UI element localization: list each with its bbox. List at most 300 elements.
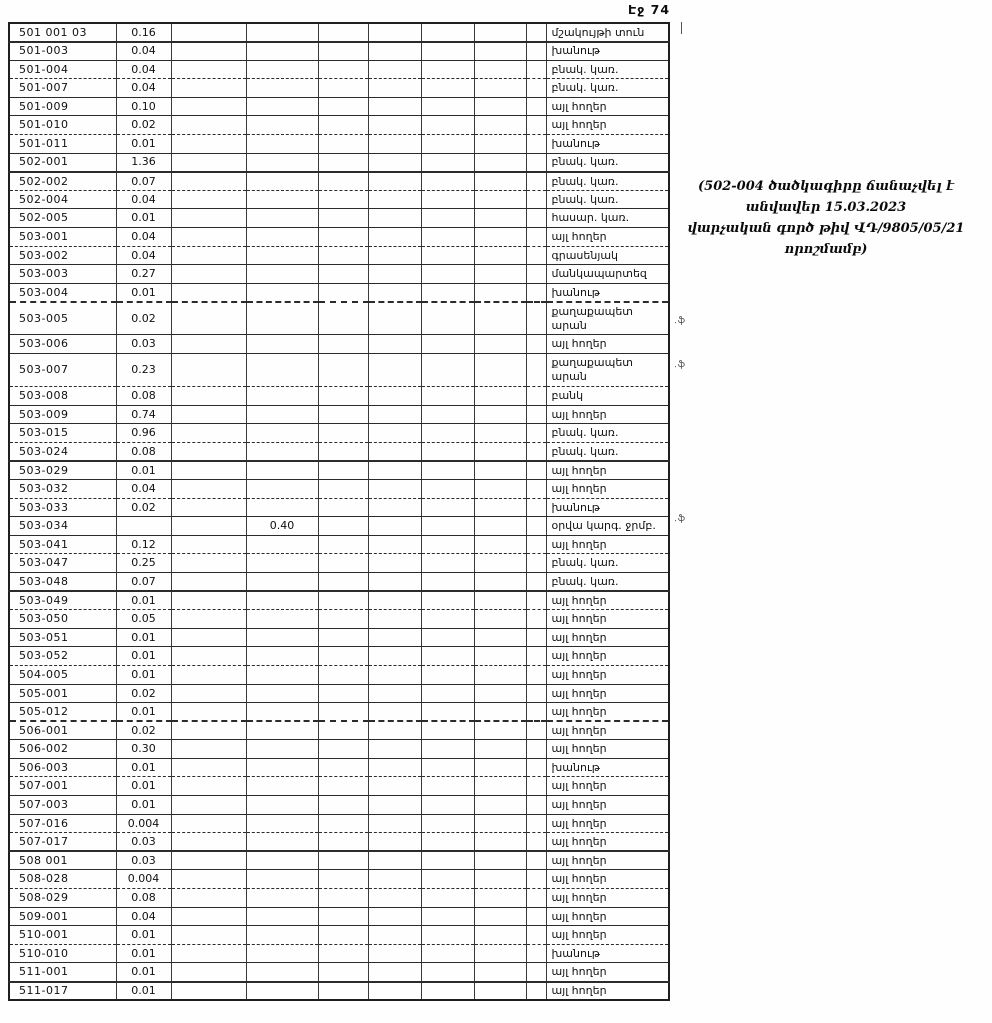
empty-cell	[318, 796, 368, 815]
land-use-cell	[546, 302, 669, 335]
code-cell: 501-004	[9, 60, 116, 79]
empty-cell	[526, 591, 546, 610]
land-use-cell: այլ հողեր	[546, 665, 669, 684]
empty-cell	[526, 907, 546, 926]
land-use-cell: բնակ. կառ.	[546, 172, 669, 191]
empty-cell	[474, 153, 526, 172]
empty-cell	[474, 944, 526, 963]
empty-cell	[474, 387, 526, 406]
empty-cell	[368, 442, 421, 461]
area-cell: 0.07	[116, 572, 171, 591]
secondary-area-cell	[246, 209, 318, 228]
empty-cell	[318, 209, 368, 228]
empty-cell	[368, 535, 421, 554]
empty-cell	[171, 963, 246, 982]
empty-cell	[421, 572, 474, 591]
empty-cell	[171, 228, 246, 247]
empty-cell	[171, 424, 246, 443]
empty-cell	[526, 684, 546, 703]
area-cell: 0.01	[116, 461, 171, 480]
empty-cell	[421, 647, 474, 666]
land-use-cell: այլ հողեր	[546, 479, 669, 498]
land-use-cell: այլ հողեր	[546, 963, 669, 982]
empty-cell	[526, 42, 546, 61]
empty-cell	[318, 944, 368, 963]
area-cell: 0.01	[116, 591, 171, 610]
table-row	[9, 190, 669, 209]
empty-cell	[526, 265, 546, 284]
empty-cell	[421, 963, 474, 982]
empty-cell	[526, 721, 546, 740]
area-cell: 0.96	[116, 424, 171, 443]
empty-cell	[526, 190, 546, 209]
secondary-area-cell	[246, 833, 318, 852]
empty-cell	[368, 23, 421, 42]
empty-cell	[318, 982, 368, 1001]
empty-cell	[421, 535, 474, 554]
empty-cell	[368, 982, 421, 1001]
empty-cell	[474, 479, 526, 498]
empty-cell	[474, 554, 526, 573]
empty-cell	[171, 60, 246, 79]
code-cell: 503-034	[9, 517, 116, 536]
secondary-area-cell	[246, 572, 318, 591]
secondary-area-cell	[246, 647, 318, 666]
empty-cell	[421, 889, 474, 908]
empty-cell	[171, 926, 246, 945]
empty-cell	[421, 424, 474, 443]
area-cell: 0.02	[116, 302, 171, 335]
empty-cell	[526, 796, 546, 815]
empty-cell	[526, 572, 546, 591]
table-row	[9, 684, 669, 703]
table-row	[9, 405, 669, 424]
table-row	[9, 610, 669, 629]
empty-cell	[421, 265, 474, 284]
empty-cell	[421, 851, 474, 870]
empty-cell	[171, 283, 246, 302]
table-row	[9, 461, 669, 480]
empty-cell	[474, 498, 526, 517]
secondary-area-cell	[246, 302, 318, 335]
empty-cell	[368, 665, 421, 684]
empty-cell	[474, 814, 526, 833]
empty-cell	[318, 684, 368, 703]
land-use-cell: այլ հողեր	[546, 97, 669, 116]
empty-cell	[318, 79, 368, 98]
empty-cell	[318, 354, 368, 387]
empty-cell	[368, 387, 421, 406]
margin-mark: .ֆ	[673, 359, 687, 371]
empty-cell	[318, 777, 368, 796]
secondary-area-cell	[246, 851, 318, 870]
table-row	[9, 833, 669, 852]
empty-cell	[318, 703, 368, 722]
empty-cell	[474, 777, 526, 796]
land-use-cell	[546, 354, 669, 387]
empty-cell	[474, 461, 526, 480]
empty-cell	[526, 665, 546, 684]
area-cell: 0.01	[116, 283, 171, 302]
secondary-area-cell	[246, 79, 318, 98]
table-row	[9, 172, 669, 191]
empty-cell	[474, 647, 526, 666]
empty-cell	[171, 721, 246, 740]
empty-cell	[474, 517, 526, 536]
empty-cell	[526, 963, 546, 982]
empty-cell	[318, 246, 368, 265]
empty-cell	[368, 302, 421, 335]
empty-cell	[474, 246, 526, 265]
land-use-cell: օրվա կարգ. ջրմբ.	[546, 517, 669, 536]
empty-cell	[368, 116, 421, 135]
table-row	[9, 572, 669, 591]
code-cell: 503-015	[9, 424, 116, 443]
code-cell: 503-047	[9, 554, 116, 573]
table-row	[9, 335, 669, 354]
empty-cell	[318, 907, 368, 926]
land-use-cell: բնակ. կառ.	[546, 153, 669, 172]
empty-cell	[318, 190, 368, 209]
empty-cell	[318, 135, 368, 154]
area-cell: 1.36	[116, 153, 171, 172]
empty-cell	[421, 870, 474, 889]
empty-cell	[421, 23, 474, 42]
table-row	[9, 926, 669, 945]
empty-cell	[368, 60, 421, 79]
table-row	[9, 442, 669, 461]
area-cell: 0.16	[116, 23, 171, 42]
code-cell: 505-001	[9, 684, 116, 703]
code-cell: 502-004	[9, 190, 116, 209]
empty-cell	[318, 851, 368, 870]
empty-cell	[474, 870, 526, 889]
empty-cell	[474, 610, 526, 629]
empty-cell	[171, 572, 246, 591]
empty-cell	[171, 498, 246, 517]
code-cell: 502-002	[9, 172, 116, 191]
table-row	[9, 889, 669, 908]
area-cell: 0.27	[116, 265, 171, 284]
empty-cell	[171, 265, 246, 284]
empty-cell	[171, 851, 246, 870]
empty-cell	[318, 554, 368, 573]
secondary-area-cell	[246, 190, 318, 209]
empty-cell	[421, 944, 474, 963]
secondary-area-cell	[246, 703, 318, 722]
empty-cell	[368, 703, 421, 722]
empty-cell	[171, 405, 246, 424]
empty-cell	[368, 889, 421, 908]
area-cell: 0.01	[116, 982, 171, 1001]
empty-cell	[421, 302, 474, 335]
empty-cell	[421, 777, 474, 796]
table-row	[9, 554, 669, 573]
land-use-text: քաղաքապետարան	[551, 304, 634, 332]
area-cell: 0.02	[116, 684, 171, 703]
empty-cell	[171, 97, 246, 116]
empty-cell	[368, 153, 421, 172]
empty-cell	[368, 461, 421, 480]
empty-cell	[526, 228, 546, 247]
table-row	[9, 116, 669, 135]
secondary-area-cell: 0.40	[246, 517, 318, 536]
area-cell: 0.004	[116, 814, 171, 833]
secondary-area-cell	[246, 479, 318, 498]
land-use-cell: այլ հողեր	[546, 116, 669, 135]
table-row	[9, 153, 669, 172]
land-use-cell: խանութ	[546, 758, 669, 777]
empty-cell	[474, 283, 526, 302]
land-use-cell: բնակ. կառ.	[546, 572, 669, 591]
table-row	[9, 517, 669, 536]
area-cell: 0.01	[116, 926, 171, 945]
empty-cell	[368, 246, 421, 265]
code-cell: 501-009	[9, 97, 116, 116]
land-use-cell: այլ հողեր	[546, 721, 669, 740]
land-use-cell: այլ հողեր	[546, 461, 669, 480]
area-cell: 0.004	[116, 870, 171, 889]
empty-cell	[421, 42, 474, 61]
empty-cell	[171, 870, 246, 889]
empty-cell	[421, 387, 474, 406]
land-use-cell: բանկ	[546, 387, 669, 406]
table-row	[9, 814, 669, 833]
area-cell: 0.04	[116, 246, 171, 265]
table-row	[9, 79, 669, 98]
empty-cell	[474, 963, 526, 982]
secondary-area-cell	[246, 926, 318, 945]
empty-cell	[526, 740, 546, 759]
empty-cell	[368, 777, 421, 796]
code-cell: 503-029	[9, 461, 116, 480]
secondary-area-cell	[246, 684, 318, 703]
land-use-cell: խանութ	[546, 944, 669, 963]
land-use-cell: այլ հողեր	[546, 405, 669, 424]
empty-cell	[474, 135, 526, 154]
empty-cell	[474, 851, 526, 870]
empty-cell	[318, 387, 368, 406]
code-cell: 503-002	[9, 246, 116, 265]
table-row	[9, 796, 669, 815]
empty-cell	[526, 116, 546, 135]
empty-cell	[526, 498, 546, 517]
empty-cell	[368, 628, 421, 647]
empty-cell	[171, 479, 246, 498]
empty-cell	[318, 42, 368, 61]
secondary-area-cell	[246, 283, 318, 302]
area-cell: 0.74	[116, 405, 171, 424]
empty-cell	[526, 554, 546, 573]
empty-cell	[421, 703, 474, 722]
table-row	[9, 777, 669, 796]
code-cell: 503-004	[9, 283, 116, 302]
empty-cell	[171, 79, 246, 98]
area-cell: 0.08	[116, 889, 171, 908]
table-row	[9, 424, 669, 443]
empty-cell	[421, 79, 474, 98]
secondary-area-cell	[246, 442, 318, 461]
area-cell: 0.01	[116, 944, 171, 963]
table-row	[9, 387, 669, 406]
empty-cell	[421, 982, 474, 1001]
empty-cell	[318, 740, 368, 759]
area-cell: 0.01	[116, 758, 171, 777]
empty-cell	[318, 116, 368, 135]
area-cell: 0.12	[116, 535, 171, 554]
area-cell: 0.04	[116, 907, 171, 926]
secondary-area-cell	[246, 982, 318, 1001]
empty-cell	[171, 684, 246, 703]
secondary-area-cell	[246, 721, 318, 740]
empty-cell	[421, 610, 474, 629]
empty-cell	[368, 335, 421, 354]
empty-cell	[474, 833, 526, 852]
empty-cell	[421, 479, 474, 498]
empty-cell	[526, 153, 546, 172]
area-cell: 0.04	[116, 60, 171, 79]
empty-cell	[171, 758, 246, 777]
area-cell: 0.30	[116, 740, 171, 759]
empty-cell	[368, 135, 421, 154]
invalidation-note-line-2: վարչական գործ թիվ ՎԴ/9805/05/21 որոշմամբ)	[687, 221, 965, 257]
secondary-area-cell	[246, 265, 318, 284]
table-row	[9, 209, 669, 228]
empty-cell	[368, 479, 421, 498]
secondary-area-cell	[246, 354, 318, 387]
empty-cell	[474, 740, 526, 759]
empty-cell	[171, 982, 246, 1001]
empty-cell	[318, 889, 368, 908]
empty-cell	[318, 665, 368, 684]
empty-cell	[526, 814, 546, 833]
empty-cell	[171, 535, 246, 554]
land-use-cell: բնակ. կառ.	[546, 554, 669, 573]
empty-cell	[526, 60, 546, 79]
table-row	[9, 907, 669, 926]
invalidation-note	[660, 176, 992, 260]
secondary-area-cell	[246, 335, 318, 354]
land-use-cell: գրասենյակ	[546, 246, 669, 265]
land-use-cell: այլ հողեր	[546, 889, 669, 908]
area-cell: 0.01	[116, 796, 171, 815]
empty-cell	[526, 777, 546, 796]
area-cell: 0.05	[116, 610, 171, 629]
table-row	[9, 703, 669, 722]
table-row	[9, 591, 669, 610]
code-cell: 503-051	[9, 628, 116, 647]
empty-cell	[474, 265, 526, 284]
table-row	[9, 963, 669, 982]
empty-cell	[526, 870, 546, 889]
empty-cell	[368, 926, 421, 945]
empty-cell	[368, 265, 421, 284]
empty-cell	[171, 610, 246, 629]
empty-cell	[526, 461, 546, 480]
empty-cell	[526, 833, 546, 852]
area-cell: 0.03	[116, 833, 171, 852]
empty-cell	[171, 833, 246, 852]
secondary-area-cell	[246, 23, 318, 42]
secondary-area-cell	[246, 387, 318, 406]
empty-cell	[526, 172, 546, 191]
table-row	[9, 665, 669, 684]
secondary-area-cell	[246, 963, 318, 982]
empty-cell	[318, 647, 368, 666]
table-row	[9, 479, 669, 498]
table-row	[9, 265, 669, 284]
area-cell: 0.02	[116, 116, 171, 135]
empty-cell	[421, 97, 474, 116]
empty-cell	[318, 153, 368, 172]
empty-cell	[171, 777, 246, 796]
land-use-cell: այլ հողեր	[546, 610, 669, 629]
empty-cell	[421, 228, 474, 247]
empty-cell	[526, 889, 546, 908]
land-use-cell: այլ հողեր	[546, 591, 669, 610]
code-cell: 510-010	[9, 944, 116, 963]
table-row	[9, 302, 669, 335]
empty-cell	[526, 209, 546, 228]
parcels-table	[8, 22, 670, 1001]
empty-cell	[421, 740, 474, 759]
table-row	[9, 721, 669, 740]
code-cell: 501-007	[9, 79, 116, 98]
secondary-area-cell	[246, 777, 318, 796]
empty-cell	[474, 628, 526, 647]
empty-cell	[526, 758, 546, 777]
table-row	[9, 42, 669, 61]
empty-cell	[368, 610, 421, 629]
code-cell: 506-002	[9, 740, 116, 759]
empty-cell	[368, 796, 421, 815]
code-cell: 502-001	[9, 153, 116, 172]
margin-mark: .ֆ	[673, 315, 687, 327]
empty-cell	[421, 354, 474, 387]
empty-cell	[474, 889, 526, 908]
secondary-area-cell	[246, 610, 318, 629]
empty-cell	[318, 610, 368, 629]
empty-cell	[421, 190, 474, 209]
empty-cell	[474, 684, 526, 703]
empty-cell	[526, 535, 546, 554]
empty-cell	[474, 405, 526, 424]
secondary-area-cell	[246, 116, 318, 135]
land-use-cell: այլ հողեր	[546, 740, 669, 759]
empty-cell	[368, 405, 421, 424]
area-cell: 0.10	[116, 97, 171, 116]
empty-cell	[421, 796, 474, 815]
land-use-cell: այլ հողեր	[546, 703, 669, 722]
empty-cell	[474, 907, 526, 926]
code-cell: 503-005	[9, 302, 116, 335]
secondary-area-cell	[246, 814, 318, 833]
empty-cell	[421, 153, 474, 172]
empty-cell	[526, 79, 546, 98]
empty-cell	[526, 335, 546, 354]
secondary-area-cell	[246, 97, 318, 116]
table-row	[9, 758, 669, 777]
empty-cell	[318, 302, 368, 335]
code-cell: 507-017	[9, 833, 116, 852]
area-cell: 0.01	[116, 135, 171, 154]
empty-cell	[526, 354, 546, 387]
empty-cell	[526, 944, 546, 963]
empty-cell	[171, 814, 246, 833]
empty-cell	[171, 302, 246, 335]
empty-cell	[474, 172, 526, 191]
code-cell: 503-007	[9, 354, 116, 387]
